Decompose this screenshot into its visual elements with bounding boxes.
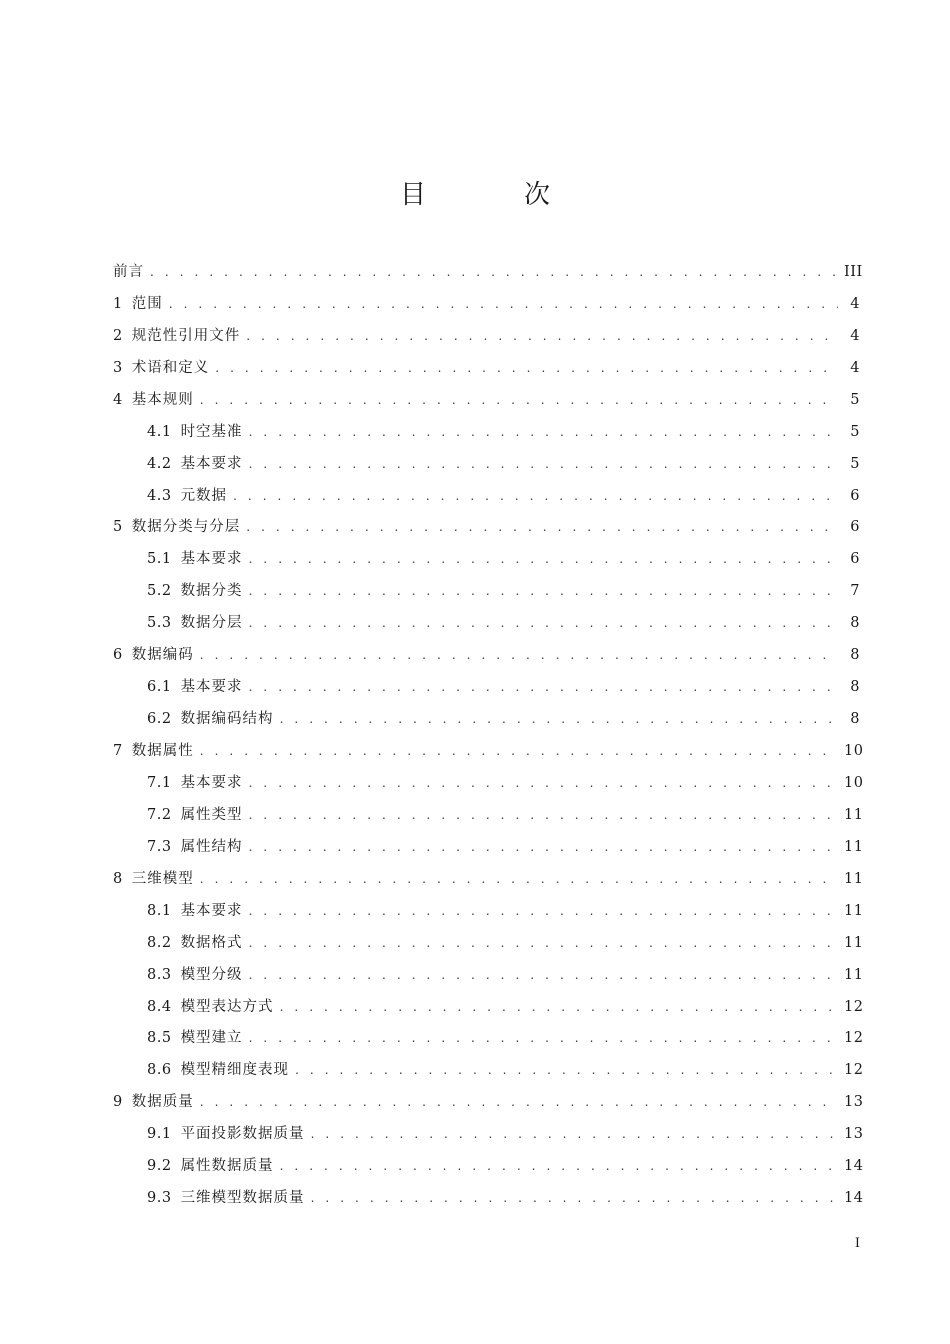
- table-of-contents: [113, 256, 864, 1214]
- toc-entry-number: 5.2: [147, 583, 172, 600]
- toc-dot-leader: [200, 870, 838, 888]
- toc-entry[interactable]: [113, 607, 860, 639]
- toc-entry-label: 数据分类与分层: [131, 519, 241, 536]
- toc-entry[interactable]: [113, 927, 864, 959]
- toc-entry-label: 属性结构: [180, 838, 243, 855]
- toc-entry[interactable]: [113, 1054, 864, 1086]
- toc-dot-leader: [295, 1061, 838, 1079]
- toc-entry-number: 2: [113, 327, 123, 344]
- toc-entry-label: 前言: [113, 263, 144, 280]
- toc-entry-page: 14: [844, 1158, 864, 1175]
- toc-entry-page: 6: [850, 487, 860, 504]
- toc-entry-page: 11: [844, 806, 864, 823]
- toc-entry[interactable]: [113, 671, 860, 703]
- toc-dot-leader: [233, 487, 838, 505]
- toc-dot-leader: [249, 838, 838, 856]
- toc-entry[interactable]: [113, 639, 860, 671]
- toc-entry-number: 8.1: [147, 902, 172, 919]
- toc-entry-page: III: [844, 263, 863, 280]
- toc-entry-label: 术语和定义: [131, 359, 210, 376]
- toc-entry-number: 4.2: [147, 455, 172, 472]
- toc-dot-leader: [249, 582, 838, 600]
- toc-entry[interactable]: [113, 512, 860, 544]
- toc-dot-leader: [200, 646, 838, 664]
- toc-entry-page: 11: [844, 870, 864, 887]
- toc-entry-label: 数据属性: [131, 743, 194, 760]
- toc-dot-leader: [150, 263, 838, 281]
- toc-dot-leader: [249, 774, 838, 792]
- toc-entry[interactable]: [113, 352, 860, 384]
- toc-dot-leader: [249, 455, 838, 473]
- toc-entry[interactable]: [113, 543, 860, 575]
- toc-dot-leader: [249, 1029, 838, 1047]
- toc-entry-page: 10: [844, 743, 864, 760]
- toc-entry-number: 6.2: [147, 711, 172, 728]
- toc-entry-number: 3: [113, 359, 123, 376]
- toc-entry[interactable]: [113, 991, 864, 1023]
- toc-entry-number: 8.5: [147, 1030, 172, 1047]
- toc-entry[interactable]: [113, 863, 864, 895]
- toc-dot-leader: [246, 518, 838, 536]
- toc-entry-page: 11: [844, 934, 864, 951]
- toc-dot-leader: [246, 327, 838, 345]
- toc-entry[interactable]: [113, 1150, 864, 1182]
- toc-entry[interactable]: [113, 703, 860, 735]
- toc-entry[interactable]: [113, 895, 864, 927]
- page-title: 目 次: [399, 180, 586, 211]
- toc-entry-label: 范围: [131, 295, 163, 312]
- toc-entry-label: 基本规则: [131, 391, 194, 408]
- toc-entry-number: 8.4: [147, 998, 172, 1015]
- toc-entry-number: 7.3: [147, 838, 172, 855]
- toc-entry-page: 5: [850, 391, 860, 408]
- toc-entry[interactable]: [113, 959, 864, 991]
- toc-entry[interactable]: [113, 831, 864, 863]
- toc-dot-leader: [249, 966, 838, 984]
- toc-entry-number: 8.6: [147, 1062, 172, 1079]
- toc-entry-page: 10: [844, 774, 864, 791]
- toc-entry-number: 4.1: [147, 423, 172, 440]
- toc-entry-page: 11: [844, 966, 864, 983]
- toc-entry-label: 数据质量: [131, 1094, 194, 1111]
- toc-dot-leader: [249, 934, 838, 952]
- toc-entry-number: 5.1: [147, 551, 172, 568]
- toc-entry[interactable]: [113, 767, 864, 799]
- toc-entry-number: 8.3: [147, 966, 172, 983]
- toc-entry-page: 5: [850, 455, 860, 472]
- toc-entry-page: 8: [850, 615, 860, 632]
- toc-entry-page: 11: [844, 902, 864, 919]
- toc-entry-label: 基本要求: [180, 679, 243, 696]
- toc-entry-number: 9: [113, 1094, 123, 1111]
- page-number: I: [854, 1236, 860, 1251]
- toc-entry-label: 时空基准: [180, 423, 243, 440]
- toc-entry-number: 6: [113, 647, 123, 664]
- toc-entry-label: 模型精细度表现: [180, 1062, 290, 1079]
- toc-dot-leader: [280, 1157, 838, 1175]
- toc-entry[interactable]: [113, 799, 864, 831]
- toc-entry-number: 7: [113, 743, 123, 760]
- toc-entry-page: 7: [850, 583, 860, 600]
- toc-entry-page: 4: [850, 327, 860, 344]
- toc-entry-number: 1: [113, 295, 123, 312]
- toc-entry-number: 8: [113, 870, 123, 887]
- toc-entry-page: 8: [850, 647, 860, 664]
- toc-entry-label: 数据分类: [180, 583, 243, 600]
- toc-entry-page: 13: [844, 1126, 864, 1143]
- toc-dot-leader: [311, 1189, 838, 1207]
- toc-entry-label: 模型建立: [180, 1030, 243, 1047]
- toc-entry-page: 12: [844, 998, 864, 1015]
- toc-entry-page: 5: [850, 423, 860, 440]
- toc-entry-label: 数据分层: [180, 615, 243, 632]
- toc-entry-page: 8: [850, 711, 860, 728]
- toc-entry[interactable]: [113, 320, 860, 352]
- toc-entry-number: 9.3: [147, 1190, 172, 1207]
- toc-entry-label: 属性类型: [180, 806, 243, 823]
- toc-entry-label: 数据编码: [131, 647, 194, 664]
- toc-entry-label: 基本要求: [180, 551, 243, 568]
- toc-entry-page: 11: [844, 838, 864, 855]
- toc-entry[interactable]: [113, 735, 864, 767]
- toc-dot-leader: [249, 550, 838, 568]
- toc-entry-label: 基本要求: [180, 902, 243, 919]
- toc-entry[interactable]: [113, 480, 860, 512]
- toc-entry-page: 14: [844, 1190, 864, 1207]
- toc-entry-label: 规范性引用文件: [131, 327, 241, 344]
- toc-entry-number: 5.3: [147, 615, 172, 632]
- toc-dot-leader: [280, 998, 838, 1016]
- toc-entry-page: 6: [850, 519, 860, 536]
- toc-dot-leader: [249, 423, 838, 441]
- toc-entry-label: 数据格式: [180, 934, 243, 951]
- toc-entry-label: 基本要求: [180, 774, 243, 791]
- toc-dot-leader: [200, 1093, 838, 1111]
- toc-entry-number: 7.1: [147, 774, 172, 791]
- toc-entry-label: 模型表达方式: [180, 998, 274, 1015]
- toc-entry-label: 三维模型数据质量: [180, 1190, 305, 1207]
- toc-entry-number: 5: [113, 519, 123, 536]
- toc-entry-label: 基本要求: [180, 455, 243, 472]
- toc-entry-label: 平面投影数据质量: [180, 1126, 305, 1143]
- toc-entry-page: 4: [850, 359, 860, 376]
- toc-entry-number: 4.3: [147, 487, 172, 504]
- toc-entry-label: 元数据: [180, 487, 228, 504]
- toc-entry[interactable]: [113, 384, 860, 416]
- toc-entry[interactable]: [113, 1086, 864, 1118]
- toc-entry-page: 6: [850, 551, 860, 568]
- toc-dot-leader: [311, 1125, 838, 1143]
- toc-entry-page: 12: [844, 1062, 864, 1079]
- toc-entry-page: 12: [844, 1030, 864, 1047]
- toc-entry[interactable]: [113, 256, 863, 288]
- toc-entry[interactable]: [113, 575, 860, 607]
- toc-entry[interactable]: [113, 1023, 864, 1055]
- toc-entry[interactable]: [113, 1182, 864, 1214]
- toc-entry[interactable]: [113, 448, 860, 480]
- toc-entry-number: 7.2: [147, 806, 172, 823]
- toc-entry-page: 13: [844, 1094, 864, 1111]
- toc-entry-number: 6.1: [147, 679, 172, 696]
- toc-dot-leader: [280, 710, 838, 728]
- toc-dot-leader: [200, 391, 838, 409]
- toc-entry[interactable]: [113, 416, 860, 448]
- toc-entry-label: 数据编码结构: [180, 711, 274, 728]
- toc-dot-leader: [200, 742, 838, 760]
- toc-entry-number: 9.1: [147, 1126, 172, 1143]
- toc-dot-leader: [215, 359, 838, 377]
- toc-entry-number: 4: [113, 391, 123, 408]
- toc-dot-leader: [249, 806, 838, 824]
- toc-entry-page: 4: [850, 295, 860, 312]
- toc-dot-leader: [249, 902, 838, 920]
- toc-entry-label: 三维模型: [131, 870, 194, 887]
- toc-entry-page: 8: [850, 679, 860, 696]
- toc-entry-label: 属性数据质量: [180, 1158, 274, 1175]
- toc-entry-label: 模型分级: [180, 966, 243, 983]
- toc-entry-number: 8.2: [147, 934, 172, 951]
- toc-entry[interactable]: [113, 288, 860, 320]
- toc-entry-number: 9.2: [147, 1158, 172, 1175]
- toc-dot-leader: [169, 295, 838, 313]
- toc-entry[interactable]: [113, 1118, 864, 1150]
- toc-dot-leader: [249, 614, 838, 632]
- toc-dot-leader: [249, 678, 838, 696]
